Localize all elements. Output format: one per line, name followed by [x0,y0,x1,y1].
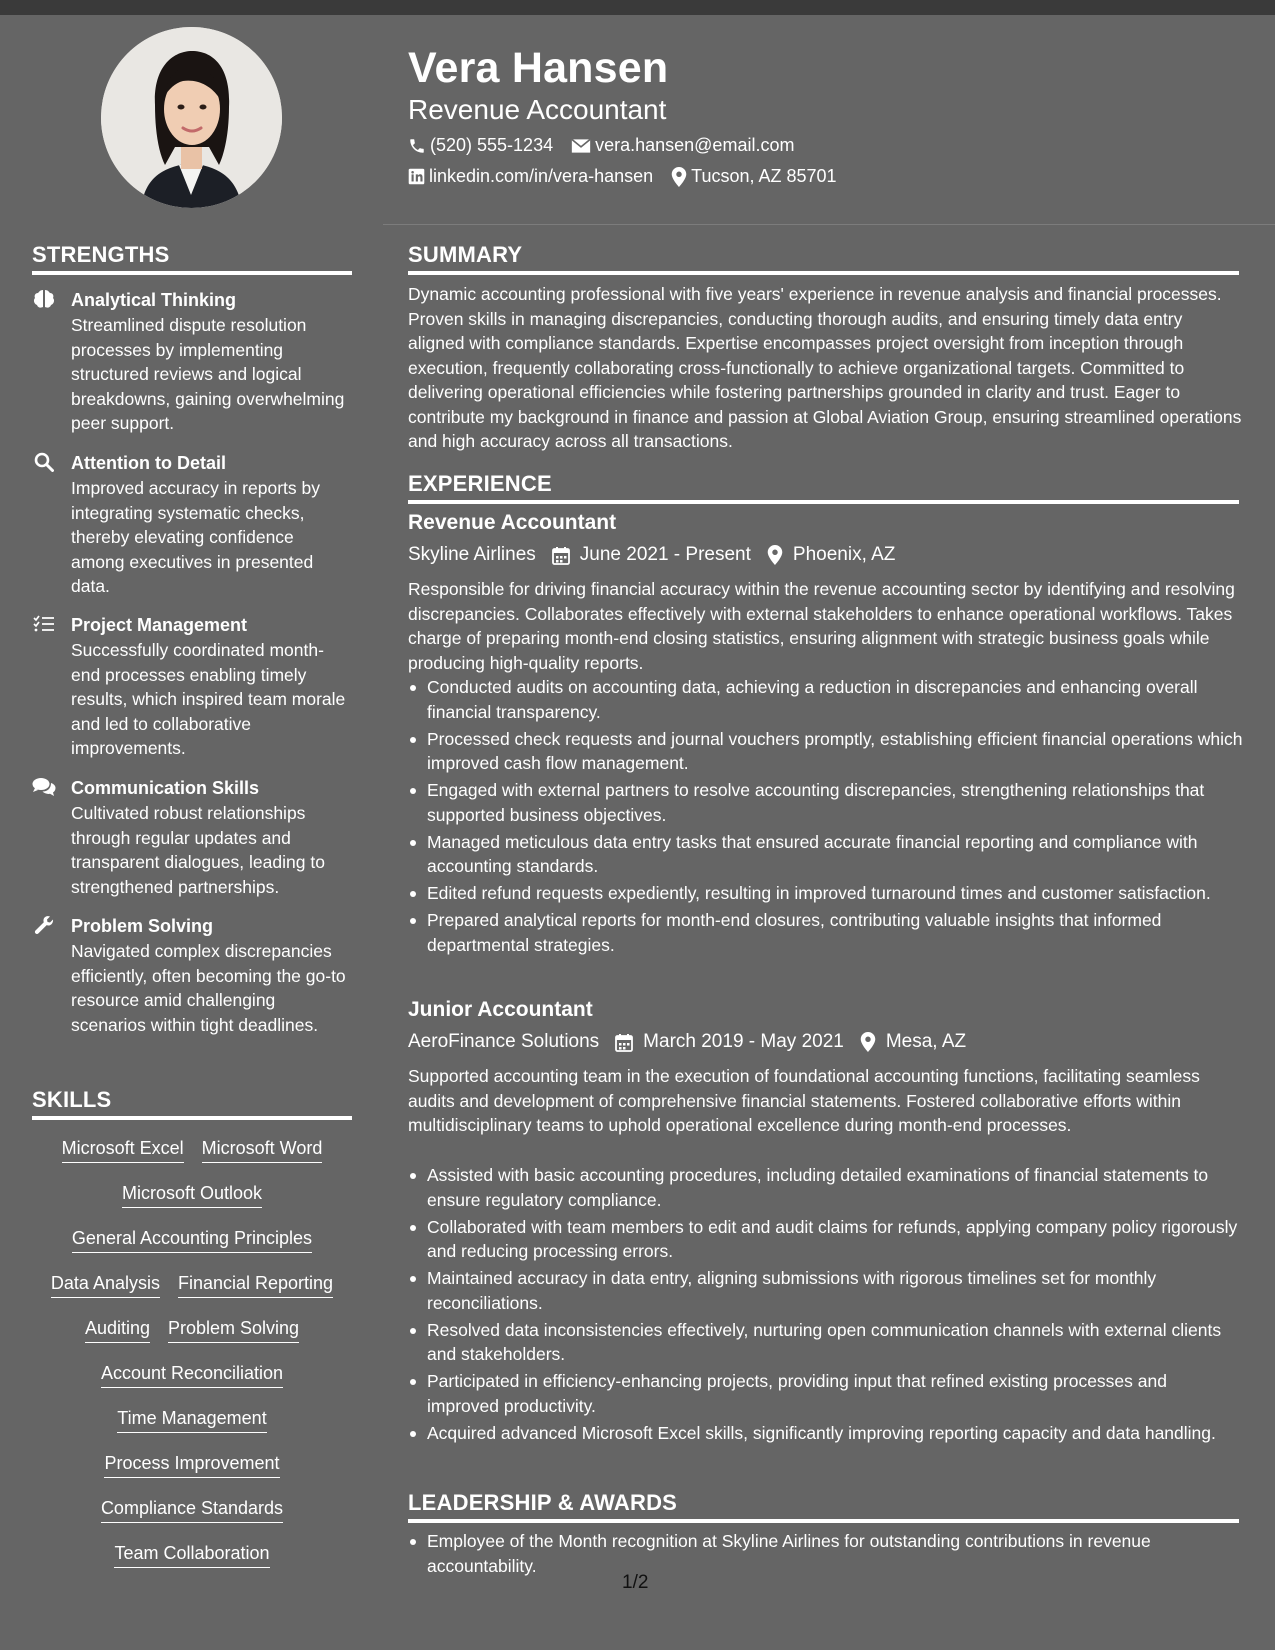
bullet-item: Maintained accuracy in data entry, aligning submissions with rigorous timelines set for monthly reconciliations. [408,1266,1243,1315]
strength-desc: Navigated complex discrepancies efficiently, often becoming the go-to resource amid challenging scenarios within tight deadlines. [71,941,346,1035]
page-number: 1/2 [622,1572,649,1593]
skill-tag: Process Improvement [104,1452,279,1478]
skill-tag: Problem Solving [168,1317,299,1343]
map-pin-icon [767,545,783,565]
candidate-title: Revenue Accountant [408,94,667,125]
skill-tag: Account Reconciliation [101,1362,283,1388]
job-meta [408,544,911,566]
strength-item [32,288,352,436]
strength-title: Analytical Thinking [71,290,237,310]
envelope-icon [571,138,591,154]
strength-title: Communication Skills [71,778,260,798]
linkedin-icon [408,168,425,185]
job-bullets [408,1163,1243,1448]
strength-item [32,776,352,899]
leadership-rule [408,1519,1239,1523]
company-name: Skyline Airlines [408,544,536,565]
skills-row [32,1497,352,1523]
skills-row [32,1452,352,1478]
job-location-text: Mesa, AZ [885,1031,967,1052]
phone-text[interactable]: (520) 555-1234 [430,135,554,155]
skill-tag: Auditing [85,1317,150,1343]
leadership-bullets [408,1529,1243,1581]
job-description: Responsible for driving financial accuracy within the revenue accounting sector by identifying and resolving discrepancies. Collaborates effectively with external stakeholders to enhance operational workflows. Takes charge of preparing month-end closing statistics, ensuring alignment with strategic business goals while producing high-quality reports. [408,579,1235,673]
job-title: Revenue Accountant [408,511,617,534]
skill-tag: Financial Reporting [178,1272,333,1298]
strength-desc: Streamlined dispute resolution processes by implementing structured reviews and logical breakdowns, gaining overwhelming peer support. [71,315,345,433]
skill-tag: General Accounting Principles [72,1227,312,1253]
job-location [860,1031,966,1053]
phone-item [408,135,553,156]
job-location [767,544,895,566]
bullet-item: Processed check requests and journal vouchers promptly, establishing efficient financial operations which improved cash flow management. [408,727,1243,776]
map-pin-icon [671,167,687,187]
skill-tag: Compliance Standards [101,1497,283,1523]
map-pin-icon [860,1032,876,1052]
skill-tag: Team Collaboration [114,1542,269,1568]
portrait-illustration [101,27,282,208]
job-description: Supported accounting team in the execution of foundational accounting functions, facilitating seamless audits and development of comprehensive financial statements. Fostered collaborative efforts within multidisciplinary teams to uphold operational excellence during month-end processes. [408,1066,1200,1135]
strengths-heading: STRENGTHS [32,242,170,267]
strength-desc: Cultivated robust relationships through regular updates and transparent dialogues, leading to strengthened partnerships. [71,803,325,897]
job-title: Junior Accountant [408,998,593,1021]
skills-rule [32,1116,352,1120]
job-bullets [408,675,1243,960]
skills-row [32,1362,352,1388]
strength-title: Problem Solving [71,916,214,936]
job-dates-text: June 2021 - Present [579,544,751,565]
strength-item [32,914,352,1037]
email-text[interactable]: vera.hansen@email.com [595,135,795,155]
comments-icon [32,776,56,798]
skills-row [32,1137,352,1163]
bullet-item: Assisted with basic accounting procedures, including detailed examinations of financial statements to ensure regulatory compliance. [408,1163,1243,1212]
skill-tag: Microsoft Word [202,1137,323,1163]
calendar-icon [552,546,570,565]
linkedin-item [408,166,653,187]
job-meta [408,1031,982,1053]
job-dates-text: March 2019 - May 2021 [643,1031,844,1052]
top-bar [0,0,1275,15]
contact-row-1 [408,135,812,156]
header-divider [383,224,1275,225]
skills-row [32,1227,352,1253]
skill-tag: Data Analysis [51,1272,160,1298]
bullet-item: Engaged with external partners to resolve accounting discrepancies, strengthening relationships that supported business objectives. [408,778,1243,827]
bullet-item: Collaborated with team members to edit and audit claims for refunds, applying company policy rigorously and reducing processing errors. [408,1215,1243,1264]
skills-row [32,1542,352,1568]
skills-row [32,1317,352,1343]
linkedin-text[interactable]: linkedin.com/in/vera-hansen [429,166,654,186]
job-dates [552,544,751,566]
wrench-icon [32,914,56,936]
summary-heading: SUMMARY [408,242,523,267]
task-list-icon [32,613,56,635]
location-text: Tucson, AZ 85701 [691,166,837,186]
skill-tag: Time Management [117,1407,266,1433]
skill-tag: Microsoft Outlook [122,1182,262,1208]
bullet-item: Edited refund requests expediently, resulting in improved turnaround times and customer satisfaction. [408,881,1243,906]
search-icon [32,451,56,473]
experience-rule [408,500,1239,504]
bullet-item: Prepared analytical reports for month-end closures, contributing valuable insights that informed departmental strategies. [408,908,1243,957]
bullet-item: Employee of the Month recognition at Skyline Airlines for outstanding contributions in revenue accountability. [408,1529,1243,1578]
bullet-item: Acquired advanced Microsoft Excel skills, significantly improving reporting capacity and data handling. [408,1421,1243,1446]
skill-tag: Microsoft Excel [62,1137,184,1163]
bullet-item: Conducted audits on accounting data, achieving a reduction in discrepancies and enhancing overall financial transparency. [408,675,1243,724]
bullet-item: Resolved data inconsistencies effectively, nurturing open communication channels with external clients and stakeholders. [408,1318,1243,1367]
strength-desc: Improved accuracy in reports by integrating systematic checks, thereby elevating confidence among executives in presented data. [71,478,320,596]
job-location-text: Phoenix, AZ [792,544,896,565]
skills-row [32,1407,352,1433]
strength-item [32,451,352,599]
summary-text: Dynamic accounting professional with five years' experience in revenue analysis and financial processes. Proven skills in managing discrepancies, conducting thorough audits, and ensuring timely data entry aligned with compliance standards. Expertise encompasses project oversight from inception through execution, frequently collaborating cross-functionally to achieve organizational targets. Committed to delivering operational efficiencies while fostering partnerships grounded in clarity and trust. Eager to contribute my background in finance and passion at Global Aviation Group, ensuring streamlined operations and high accuracy across all transactions. [408,284,1242,451]
company-name: AeroFinance Solutions [408,1031,600,1052]
strength-desc: Successfully coordinated month-end processes enabling timely results, which inspired team morale and led to collaborative improvements. [71,640,346,758]
experience-heading: EXPERIENCE [408,471,552,496]
summary-rule [408,271,1239,275]
brain-icon [32,288,56,310]
bullet-item: Managed meticulous data entry tasks that ensured accurate financial reporting and compliance with accounting standards. [408,830,1243,879]
email-item [571,135,794,156]
leadership-heading: LEADERSHIP & AWARDS [408,1490,678,1515]
strengths-rule [32,271,352,275]
strength-item [32,613,352,761]
bullet-item: Participated in efficiency-enhancing projects, providing input that refined existing processes and improved productivity. [408,1369,1243,1418]
skills-row [32,1272,352,1298]
skills-row [32,1182,352,1208]
candidate-name: Vera Hansen [408,44,669,92]
contact-row-2 [408,166,855,187]
calendar-icon [615,1033,633,1052]
strength-title: Attention to Detail [71,453,226,473]
skills-heading: SKILLS [32,1087,112,1112]
job-dates [615,1031,844,1053]
location-item [671,166,836,187]
strength-title: Project Management [71,615,248,635]
phone-icon [408,137,426,155]
profile-photo [101,27,282,208]
